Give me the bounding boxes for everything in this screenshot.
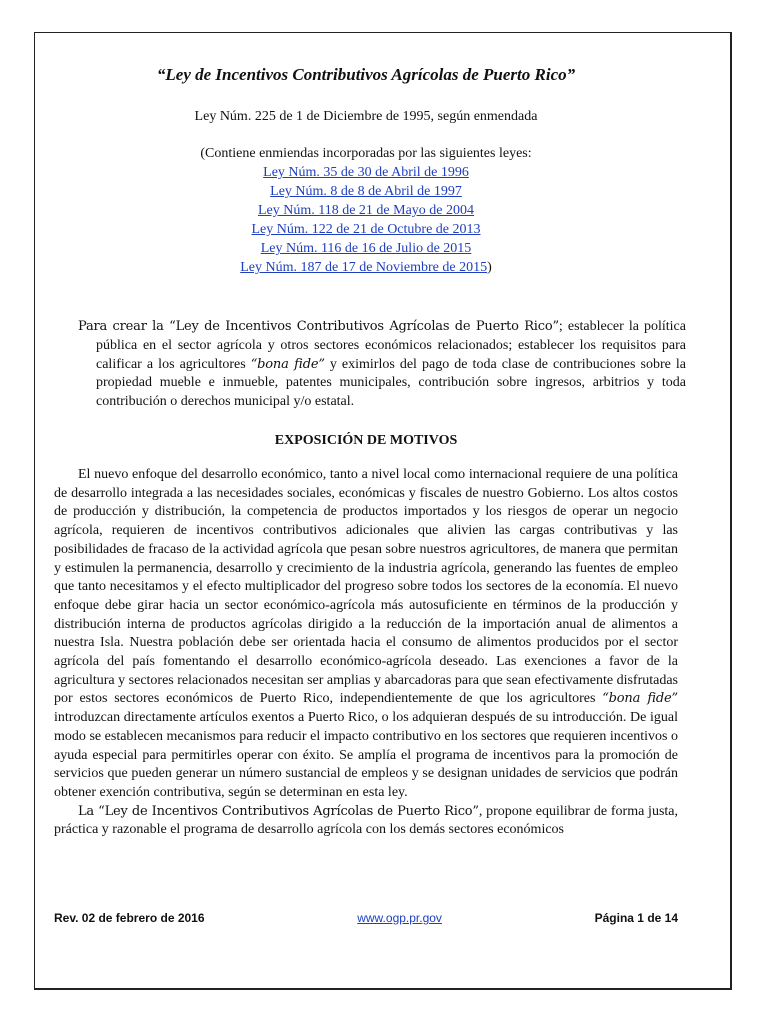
page-number: Página 1 de 14: [594, 911, 678, 925]
page-footer: [54, 911, 678, 925]
purpose-statement: [78, 318, 686, 412]
amendment-item: [54, 258, 678, 277]
amendment-item: [54, 239, 678, 258]
amendment-link-2015-july[interactable]: Ley Núm. 116 de 16 de Julio de 2015: [260, 241, 472, 256]
amendment-link-1997[interactable]: Ley Núm. 8 de 8 de Abril de 1997: [270, 184, 462, 199]
website-link[interactable]: www.ogp.pr.gov: [357, 911, 442, 925]
law-citation: Ley Núm. 225 de 1 de Diciembre de 1995, según enmendada: [194, 109, 538, 124]
amendment-item: [54, 220, 678, 239]
paragraph2-lead: La “Ley de Incentivos Contributivos Agrícolas de Puerto Rico”: [78, 803, 479, 819]
purpose-lead: Para crear la “Ley de Incentivos Contributivos Agrícolas de Puerto Rico”: [78, 319, 559, 334]
amendment-item: [54, 201, 678, 220]
amendment-link-1996[interactable]: Ley Núm. 35 de 30 de Abril de 1996: [263, 165, 469, 180]
amendment-link-2013[interactable]: Ley Núm. 122 de 21 de Octubre de 2013: [251, 222, 481, 237]
paragraph1-text-1: El nuevo enfoque del desarrollo económico, tanto a nivel local como internacional requiere de una política de desarrollo integrada a las necesidades sociales, económicas y fiscales de nuestro Gobierno. Los altos costos de producción y distribución, la competencia de productos importados y los riesgos de operar un negocio agrícola, requieren de incentivos contributivos adicionales que alivien las cargas contributivas y las posibilidades de fracaso de la actividad agrícola que pesan sobre nuestros agricultores, de manera que permitan y estimulen la permanencia, desarrollo y crecimiento de la industria agrícola, generando las fuentes de empleo que tanto necesitamos y el efecto multiplicador del progreso sobre todos los sectores de la economía. El nuevo enfoque debe girar hacia un sector económico-agrícola más autosuficiente en términos de la producción y distribución interna de productos agrícolas dirigido a la reducción de la importación anual de alimentos a nuestra Isla. Nuestra población debe ser orientada hacia el consumo de alimentos producidos por el sector agrícola del país fomentando el desarrollo económico-agrícola deseado. Las exenciones a favor de la agricultura y sectores relacionados necesitan ser amplias y abarcadoras para que sean efectivamente disfrutadas por estos sectores económicos de Puerto Rico, independientemente de que los agricultores: [54, 466, 678, 707]
amendments-close: ): [487, 260, 492, 275]
section-heading: EXPOSICIÓN DE MOTIVOS: [274, 432, 458, 448]
motives-paragraph-2: [54, 803, 678, 840]
amendment-link-2004[interactable]: Ley Núm. 118 de 21 de Mayo de 2004: [257, 203, 475, 218]
purpose-text-1: ; establecer la política pública en el sector agrícola y otros sectores económicos relacionados; establecer los requisitos para calificar a los agricultores: [96, 319, 686, 372]
amendments-intro: (Contiene enmiendas incorporadas por las siguientes leyes:: [200, 146, 532, 161]
revision-date: Rev. 02 de febrero de 2016: [54, 911, 205, 925]
amendments-list: [54, 163, 678, 277]
purpose-text-2: y eximirlos del pago de toda clase de contribuciones sobre la propiedad mueble e inmueble, patentes municipales, contribución sobre ingresos, arbitrios y toda contribución o derechos municipal y/o estatal.: [96, 356, 687, 410]
motives-paragraph-1: [54, 466, 678, 803]
amendment-item: [54, 182, 678, 201]
amendment-item: [54, 163, 678, 182]
document-title: “Ley de Incentivos Contributivos Agrícolas de Puerto Rico”: [156, 65, 576, 84]
document-body: [54, 64, 687, 840]
paragraph2-text: , propone equilibrar de forma justa, práctica y razonable el programa de desarrollo agrícola con los demás sectores económicos: [54, 803, 678, 838]
paragraph1-bona-fide: “bona fide”: [602, 691, 678, 707]
paragraph1-text-2: introduzcan directamente artículos exentos a Puerto Rico, o los adquieran después de su introducción. De igual modo se establecen mecanismos para reducir el impacto contributivo en los sectores que requieren incentivos o ayuda especial para permitirles operar con éxito. Se amplía el programa de incentivos para la promoción de servicios que pueden generar un número sustancial de empleos y se designan unidades de servicios que podrán obtener exención contributiva, según se determinan en esta ley.: [54, 710, 678, 800]
purpose-bona-fide: “bona fide”: [250, 356, 325, 372]
amendment-link-2015-november[interactable]: Ley Núm. 187 de 17 de Noviembre de 2015: [240, 260, 488, 275]
